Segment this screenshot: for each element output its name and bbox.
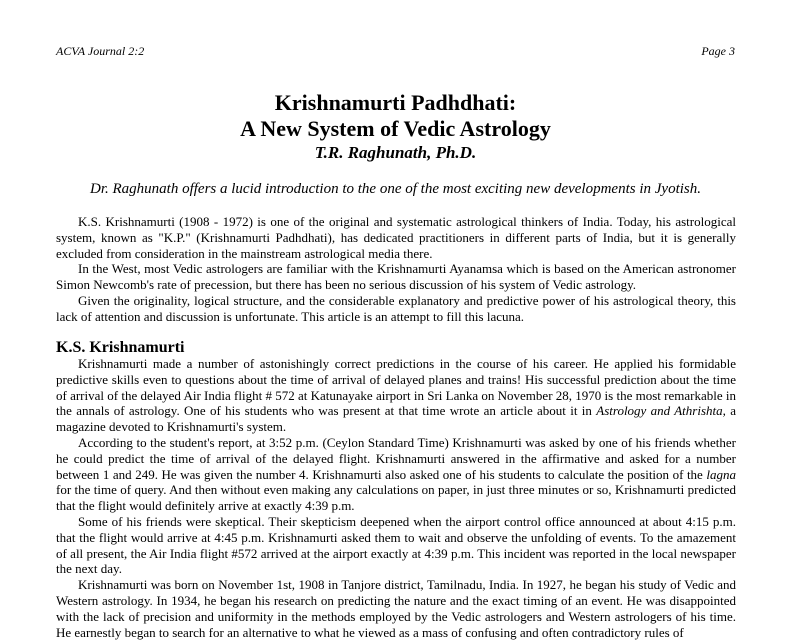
intro-section bbox=[56, 214, 736, 325]
section-heading: K.S. Krishnamurti bbox=[56, 339, 185, 356]
article-title-line1: Krishnamurti Padhdhati: bbox=[274, 90, 517, 115]
intro-paragraph: In the West, most Vedic astrologers are familiar with the Krishnamurti Ayanamsa which is based on the American astronomer Simon Newcomb's rate of precession, but there has been no serious discussion of his system of Vedic astrology. bbox=[56, 261, 736, 293]
body-paragraph: Krishnamurti was born on November 1st, 1908 in Tanjore district, Tamilnadu, India. In 1927, he began his study of Vedic and Western astrology. In 1934, he began his research on predicting the nature and the exact timing of an event. He was disappointed with the lack of precision and uniformity in the methods employed by the Vedic astrologers and Western astrologers of his time. He earnestly began to search for an alternative to what he viewed as a mass of confusing and often contradictory rules of bbox=[56, 577, 736, 640]
body-paragraph: Some of his friends were skeptical. Their skepticism deepened when the airport control office announced at about 4:15 p.m. that the flight would arrive at 4:45 p.m. Krishnamurti asked them to wait and observe the unfolding of events. To the amazement of all present, the Air India flight #572 arrived at the airport exactly at 4:39 p.m. This incident was reported in the local newspaper the next day. bbox=[56, 513, 736, 577]
term-lagna: lagna bbox=[706, 466, 736, 482]
running-header-journal: ACVA Journal 2:2 bbox=[56, 44, 145, 58]
text-run: According to the student's report, at 3:52 p.m. (Ceylon Standard Time) Krishnamurti was asked by one of his friends whether he could predict the time of arrival of the delayed flight. Krishnamurti answered in the affirmative and asked for a number between 1 and 249. He was given the number 4. Krishnamurti also asked one of his students to calculate the position of the bbox=[56, 434, 736, 482]
article-author: T.R. Raghunath, Ph.D. bbox=[314, 143, 477, 162]
intro-paragraph: Given the originality, logical structure, and the considerable explanatory and predictive power of his astrological theory, this lack of attention and discussion is unfortunate. This article is an attempt to fill this lacuna. bbox=[56, 292, 736, 324]
intro-paragraph: K.S. Krishnamurti (1908 - 1972) is one of the original and systematic astrological thinkers of India. Today, his astrological system, known as "K.P." (Krishnamurti Padhdhati), has dedicated practitioners in different parts of India, but it is generally excluded from consideration in the mainstream astrological media there. bbox=[56, 214, 736, 261]
body-paragraph bbox=[56, 435, 736, 514]
article-title-line2: A New System of Vedic Astrology bbox=[240, 116, 551, 141]
running-header-page: Page 3 bbox=[701, 44, 735, 58]
text-run: a magazine devoted to Krishnamurti's system. bbox=[56, 403, 736, 435]
body-paragraph bbox=[56, 356, 736, 435]
biography-section bbox=[56, 356, 736, 640]
article-abstract: Dr. Raghunath offers a lucid introduction to the one of the most exciting new developments in Jyotish. bbox=[89, 181, 701, 197]
magazine-title: Astrology and Athrishta, bbox=[596, 403, 726, 419]
text-run: for the time of query. And then without even making any calculations on paper, in just three minutes or so, Krishnamurti predicted that the flight would definitely arrive at exactly 4:39 p.m. bbox=[56, 482, 736, 514]
text-run: Krishnamurti made a number of astonishingly correct predictions in the course of his career. He applied his formidable predictive skills even to questions about the time of arrival of delayed planes and trains! His successful prediction about the time of arrival of the delayed Air India flight # 572 at Katunayake airport in Sri Lanka on November 28, 1970 is the most remarkable in the annals of astrology. One of his students who was present at that time wrote an article about it in bbox=[56, 356, 736, 419]
